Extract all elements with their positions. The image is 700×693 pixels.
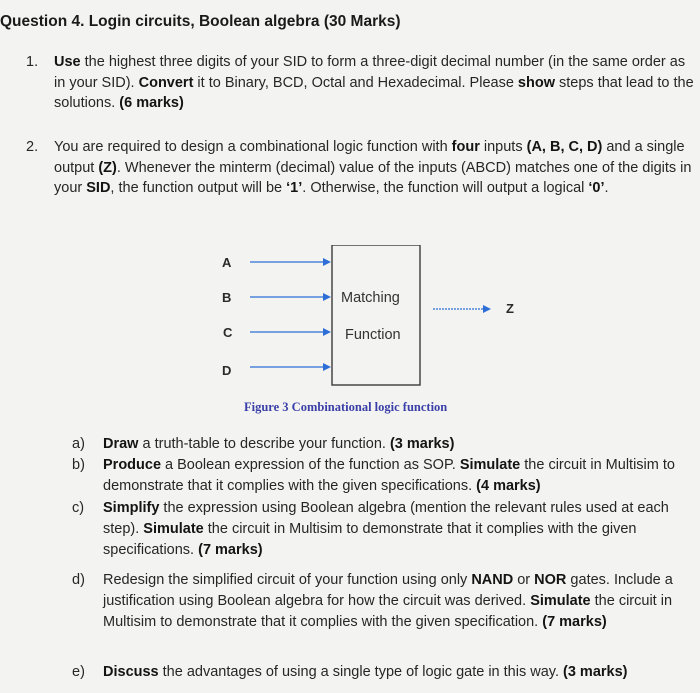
- question-2-number: 2.: [26, 139, 39, 155]
- q2-inputs: (A, B, C, D): [526, 139, 603, 155]
- text: a truth-table to describe your function.: [138, 436, 390, 452]
- bold-text: NAND: [471, 572, 514, 588]
- input-label-a: A: [222, 255, 232, 270]
- q2-output: (Z): [98, 159, 117, 176]
- bold-text: (7 marks): [198, 542, 263, 558]
- q2-zero: ‘0’: [588, 180, 605, 196]
- bold-text: Simulate: [530, 593, 591, 609]
- sub-question-text: [103, 570, 688, 633]
- q2-text-e: , the function output will be: [110, 180, 287, 196]
- bold-text: (3 marks): [389, 436, 455, 452]
- bold-text: (7 marks): [542, 614, 607, 630]
- input-label-b: B: [222, 290, 232, 305]
- question-1-number: 1.: [26, 54, 39, 70]
- input-label-d: D: [222, 363, 232, 378]
- sub-question-letter: d): [72, 572, 85, 588]
- q1-text-b: it to Binary, BCD, Octal and Hexadecimal. Please: [193, 74, 518, 91]
- text: the circuit in Multisim to demonstrate that it complies with the given specifications.: [103, 457, 675, 494]
- sub-question-letter: e): [72, 664, 85, 680]
- bold-text: Simulate: [143, 521, 204, 537]
- box-label-function: Function: [345, 327, 401, 343]
- sub-question-letter: b): [72, 457, 85, 473]
- q2-text-f: . Otherwise, the function will output a logical: [302, 180, 589, 196]
- bold-text: (4 marks): [476, 478, 541, 494]
- text: a Boolean expression of the function as SOP.: [161, 457, 460, 473]
- input-d-arrowhead: [323, 363, 331, 371]
- sub-question-text: [103, 498, 688, 561]
- figure-caption: Figure 3 Combinational logic function: [244, 400, 448, 414]
- bold-text: (3 marks): [563, 664, 628, 680]
- q2-text-d: . Whenever the minterm (decimal) value of the inputs (ABCD) matches one of the digits in your: [54, 159, 692, 196]
- q1-text-c: steps that lead to the solutions.: [54, 74, 694, 111]
- text: gates. Include a justification using Boolean algebra for how the circuit was derived.: [103, 572, 673, 609]
- text: the advantages of using a single type of logic gate in this way.: [158, 664, 563, 680]
- input-c-arrowhead: [323, 328, 331, 336]
- sub-question-text: [103, 434, 688, 455]
- bold-text: NOR: [534, 572, 567, 588]
- q1-marks: (6 marks): [119, 95, 184, 111]
- bold-text: Produce: [103, 457, 162, 473]
- bold-text: Simulate: [459, 457, 521, 473]
- text: or: [513, 572, 535, 588]
- diagram-svg: [200, 245, 530, 395]
- text: the circuit in Multisim to demonstrate that it complies with the given specifications.: [103, 521, 637, 558]
- output-label-z: Z: [506, 301, 514, 316]
- sub-question-letter: a): [72, 436, 85, 452]
- sub-question-text: [103, 455, 688, 497]
- bold-text: Simplify: [103, 500, 160, 516]
- text: the circuit in Multisim to demonstrate that it complies with the given specification.: [103, 593, 673, 630]
- q1-text-a: the highest three digits of your SID to form a three-digit decimal number (in the same order as in your SID).: [54, 54, 686, 91]
- input-b-arrowhead: [323, 293, 331, 301]
- question-heading: Question 4. Login circuits, Boolean algebra (30 Marks): [0, 13, 401, 30]
- q1-show: show: [517, 74, 555, 91]
- q2-sid: SID: [86, 180, 111, 196]
- sub-question-text: [103, 662, 688, 683]
- question-1-text: [54, 52, 694, 114]
- q2-text-a: You are required to design a combinational logic function with: [54, 139, 452, 155]
- output-arrowhead: [483, 305, 491, 313]
- bold-text: Draw: [103, 436, 139, 452]
- q2-four: four: [451, 139, 480, 155]
- input-label-c: C: [223, 325, 233, 340]
- matching-function-box: [332, 245, 420, 385]
- q2-text-c: and a single output: [54, 139, 685, 176]
- q2-text-g: .: [604, 180, 609, 196]
- box-label-matching: Matching: [341, 290, 400, 306]
- q1-use: Use: [54, 54, 81, 70]
- sub-question-letter: c): [72, 500, 85, 516]
- q1-convert: Convert: [138, 74, 194, 91]
- logic-function-diagram: [200, 245, 530, 420]
- text: Redesign the simplified circuit of your function using only: [103, 572, 472, 588]
- q2-text-b: inputs: [479, 139, 527, 155]
- q2-one: ‘1’: [286, 180, 303, 196]
- question-2-text: [54, 137, 694, 199]
- text: the expression using Boolean algebra (mention the relevant rules used at each step).: [103, 500, 669, 537]
- input-a-arrowhead: [323, 258, 331, 266]
- bold-text: Discuss: [103, 664, 159, 680]
